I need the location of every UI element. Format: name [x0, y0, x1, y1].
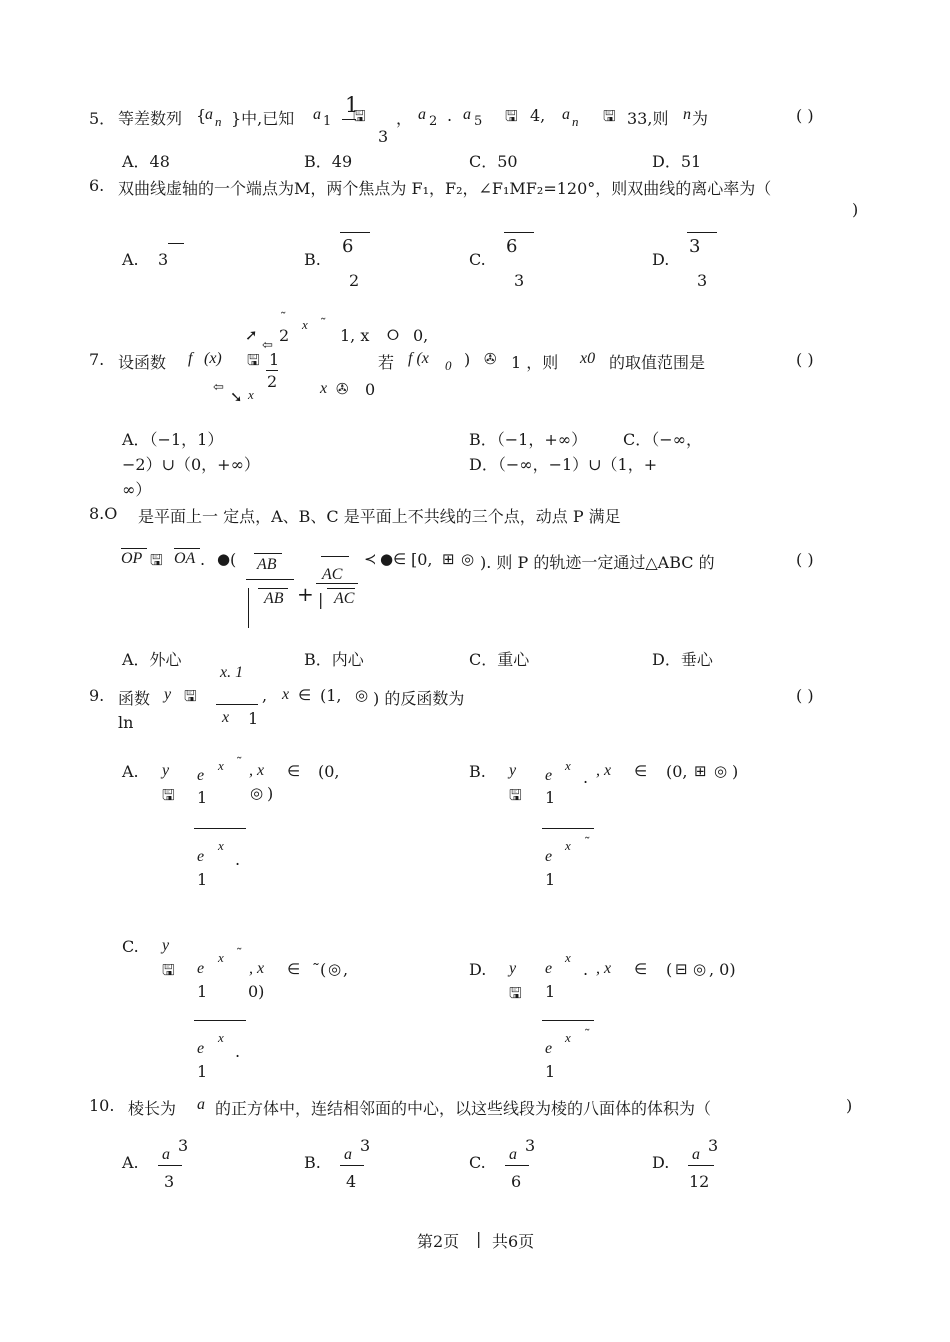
- q8-option-b: B．内心: [304, 650, 364, 669]
- q7-cond-sub: 0: [445, 358, 452, 373]
- q6-option-c-num: 6: [506, 236, 518, 257]
- blob-icon: ●: [380, 550, 394, 568]
- q6-paren-close: ): [852, 200, 859, 219]
- floppy-icon: 🖫: [162, 961, 175, 979]
- q7-bot-0: 0: [365, 380, 376, 399]
- q6-option-b-label: B.: [304, 250, 321, 269]
- floppy-icon: 🖫: [162, 786, 175, 804]
- q7-number: 7.: [89, 350, 105, 369]
- q6-option-c-label: C.: [469, 250, 486, 269]
- q6-sqrt-bar: [504, 232, 534, 233]
- q9-a-den-1: 1: [197, 870, 208, 889]
- q9-domain-end: ) 的反函数为: [373, 689, 465, 708]
- tilde-mark: ˜: [584, 1028, 591, 1043]
- tilde-mark: ˜: [280, 311, 287, 326]
- q9-c-frac-bar: [194, 1020, 246, 1021]
- q9-number: 9.: [89, 686, 105, 705]
- q7-cond-rest: ): [464, 350, 471, 369]
- q7-top-2: 2: [279, 326, 290, 345]
- q6-option-b-den: 2: [349, 271, 360, 290]
- q9-frac-den-x: x: [222, 709, 230, 726]
- target-icon: ◎: [693, 960, 707, 978]
- q7-cond-1: 1 ，则: [511, 353, 559, 372]
- q9-c-den-x: x: [218, 1030, 224, 1045]
- q10-c-den: 6: [511, 1172, 522, 1191]
- q9-a-den-e: e: [197, 848, 205, 865]
- q5-text: 等差数列: [118, 109, 183, 128]
- q10-d-num: a: [692, 1146, 700, 1163]
- q5-sub-n2: n: [572, 114, 579, 129]
- q7-mid-1: 1: [269, 350, 280, 369]
- tilde-mark: ˜: [236, 756, 243, 771]
- target-icon: ◎: [355, 686, 369, 704]
- q9-d-dot: .: [583, 960, 589, 979]
- minus-sign-icon: ⊟: [675, 960, 688, 978]
- q8-range-end: ). 则 P 的轨迹一定通过△ABC 的: [480, 553, 715, 572]
- q7-option-c: C．（−∞，: [623, 430, 702, 449]
- q5-a5: a: [463, 106, 471, 123]
- q9-c-exp-x: x: [218, 950, 224, 965]
- q7-option-a: A．（−1，1）: [122, 430, 224, 449]
- q5-answer-paren: ( ): [796, 106, 814, 125]
- q8-vec-ab-norm: AB: [264, 590, 284, 607]
- footer-page-number: 第2页: [417, 1232, 460, 1251]
- tilde-mark: ˜: [320, 317, 327, 332]
- triangle-left-icon: ≺: [364, 550, 377, 568]
- floppy-icon: 🖫: [505, 107, 518, 125]
- q5-frac-den: 3: [378, 127, 389, 146]
- footer-separator: |: [476, 1229, 482, 1248]
- q5-wei: 为: [692, 109, 709, 128]
- q5-val-33: 33,则: [627, 109, 669, 128]
- q10-d-frac-bar: [688, 1165, 714, 1166]
- q10-b-frac-bar: [340, 1165, 364, 1166]
- q8-open-paren: (: [230, 550, 237, 569]
- q9-b-frac-bar: [542, 828, 594, 829]
- q6-sqrt-bar: [340, 232, 370, 233]
- q8-vec-ac-norm: AC: [334, 590, 355, 607]
- q7-option-d: D．（−∞，−1）∪（1，+: [469, 455, 658, 474]
- element-of-icon: ∈: [287, 762, 301, 780]
- tilde-mark: ˜: [236, 947, 243, 962]
- vector-arrow: [258, 588, 288, 589]
- q9-d-frac-bar: [542, 1020, 594, 1021]
- q8-abs-bar-2: |: [318, 590, 324, 609]
- q10-number: 10.: [89, 1096, 115, 1115]
- q7-f: f: [188, 350, 193, 367]
- q8-answer-paren: ( ): [796, 550, 814, 569]
- q9-d-comma-x: , x: [596, 960, 612, 977]
- floppy-icon: 🖫: [184, 687, 197, 705]
- q9-c-dot: .: [235, 1042, 241, 1061]
- q6-number: 6.: [89, 176, 105, 195]
- q7-x-paren: (x): [204, 350, 222, 367]
- arrow-left-icon: ⇦: [262, 338, 273, 353]
- q5-sub-2: 2: [429, 114, 438, 129]
- vector-arrow: [327, 588, 355, 589]
- q9-d-e: e: [545, 960, 553, 977]
- q8-frac-bar: [316, 583, 358, 584]
- q5-brace: {: [196, 106, 207, 125]
- floppy-icon: 🖫: [353, 107, 366, 125]
- q9-b-den-x: x: [565, 838, 571, 853]
- q10-var-a: a: [197, 1096, 205, 1113]
- floppy-icon: 🖫: [150, 551, 163, 569]
- q5-a2: a: [418, 106, 426, 123]
- q6-option-d-label: D.: [652, 250, 670, 269]
- q10-b-den: 4: [346, 1172, 357, 1191]
- q7-top-0: 0,: [413, 326, 429, 345]
- q10-text: 棱长为: [128, 1099, 177, 1118]
- q5-an: a: [562, 106, 570, 123]
- q5-option-a: A．48: [122, 152, 170, 171]
- q5-text-known: }中,已知: [231, 109, 295, 128]
- q7-cond-text: 若: [378, 353, 395, 372]
- q9-option-a-label: A.: [122, 762, 139, 781]
- target-icon: ◎: [328, 960, 342, 978]
- vector-arrow: [254, 553, 282, 554]
- q5-option-c: C．50: [469, 152, 518, 171]
- q10-a-den: 3: [164, 1172, 175, 1191]
- blob-icon: ●: [217, 550, 231, 568]
- q7-top-x: x: [302, 317, 308, 332]
- q5-option-b: B．49: [304, 152, 353, 171]
- q7-option-b: B．（−1，+∞）: [469, 430, 588, 449]
- floppy-icon: 🖫: [603, 107, 616, 125]
- q10-c-exp: 3: [525, 1136, 536, 1155]
- q9-d-den-x: x: [565, 1030, 571, 1045]
- footer-total-pages: 共6页: [492, 1232, 535, 1251]
- q6-option-b-num: 6: [342, 236, 354, 257]
- q7-bot-x2: x: [320, 380, 328, 397]
- q9-c-comma-x: , x: [249, 960, 265, 977]
- q5-sub-1: 1: [323, 114, 332, 129]
- q9-frac-bar: [216, 704, 258, 705]
- radioactive-icon: ✇: [484, 350, 497, 368]
- q9-b-close: ): [732, 762, 739, 781]
- q8-abs-bar: [248, 588, 249, 628]
- q9-b-dot: .: [583, 768, 589, 787]
- q10-a-num: a: [162, 1146, 170, 1163]
- q5-val-4: 4,: [530, 106, 546, 125]
- q9-a-dot: .: [235, 850, 241, 869]
- q7-answer-paren: ( ): [796, 350, 814, 369]
- q6-option-a-label: A.: [122, 250, 139, 269]
- q10-text-2: 的正方体中，连结相邻面的中心，以这些线段为棱的八面体的体积为（: [215, 1099, 712, 1118]
- q7-mid-2: 2: [267, 372, 278, 391]
- q9-a-domain: (0,: [318, 762, 340, 781]
- target-icon: ◎: [461, 550, 475, 568]
- q9-b-den-e: e: [545, 848, 553, 865]
- element-of-icon: ∈: [298, 686, 312, 704]
- q6-sqrt-bar: [168, 243, 184, 244]
- arrow-northeast-icon: ➚: [245, 326, 258, 344]
- q9-frac-num: x. 1: [220, 664, 244, 681]
- floppy-icon: 🖫: [247, 351, 260, 369]
- q9-comma: ,: [262, 686, 268, 705]
- q9-option-d-label: D.: [469, 960, 487, 979]
- vector-arrow: [174, 548, 200, 549]
- q9-x: x: [282, 686, 290, 703]
- q9-y: y: [164, 686, 172, 703]
- q10-c-num: a: [509, 1146, 517, 1163]
- element-of-icon: ∈: [393, 550, 407, 568]
- element-of-icon: ∈: [287, 960, 301, 978]
- q9-option-c-label: C.: [122, 937, 139, 956]
- q5-var-n: n: [683, 106, 691, 123]
- q9-d-den-e: e: [545, 1040, 553, 1057]
- q9-b-comma-x: , x: [596, 762, 612, 779]
- radioactive-icon: ✇: [336, 380, 349, 398]
- q7-bot-x: x: [248, 387, 254, 402]
- q6-text: 双曲线虚轴的一个端点为M，两个焦点为 F₁，F₂，∠F₁MF₂=120°，则双曲线的离心率为（: [118, 179, 772, 198]
- q7-frac-bar: [266, 370, 278, 371]
- floppy-icon: 🖫: [509, 984, 522, 1002]
- q9-c-domain: 0): [248, 982, 265, 1001]
- q6-option-d-den: 3: [697, 271, 708, 290]
- q8-option-c: C．重心: [469, 650, 530, 669]
- q9-d-domain: , 0): [709, 960, 736, 979]
- q5-number: 5．: [89, 109, 116, 128]
- q9-c-comma: ,: [343, 960, 349, 979]
- ring-icon: ⭘: [387, 326, 400, 344]
- q10-a-exp: 3: [178, 1136, 189, 1155]
- q10-paren-close: ): [846, 1096, 853, 1115]
- q9-c-open: ˜(: [312, 960, 327, 979]
- q9-a-exp-x: x: [218, 758, 224, 773]
- tilde-mark: ˜: [584, 836, 591, 851]
- q9-b-domain: (0,: [666, 762, 688, 781]
- q9-a-e: e: [197, 767, 205, 784]
- q9-c-e: e: [197, 960, 205, 977]
- q9-answer-paren: ( ): [796, 686, 814, 705]
- q6-option-c-den: 3: [514, 271, 525, 290]
- vector-arrow: [121, 548, 147, 549]
- q9-b-1: 1: [545, 788, 556, 807]
- q9-b-y: y: [509, 762, 517, 779]
- q8-dot: .: [200, 550, 206, 569]
- q9-frac-den-1: 1: [248, 709, 259, 728]
- q8-vec-op: OP: [121, 550, 143, 567]
- q8-option-a: A．外心: [122, 650, 182, 669]
- q10-c-frac-bar: [505, 1165, 529, 1166]
- q9-b-e: e: [545, 767, 553, 784]
- arrow-left-icon: ⇦: [213, 380, 224, 395]
- q9-ln: ln: [118, 713, 134, 732]
- q8-vec-ac: AC: [322, 566, 343, 583]
- q5-option-d: D．51: [652, 152, 702, 171]
- q9-a-close: ): [267, 784, 274, 803]
- q10-option-b-label: B.: [304, 1153, 321, 1172]
- q9-d-den-1: 1: [545, 1062, 556, 1081]
- arrow-southeast-icon: ➘: [230, 388, 243, 406]
- q8-frac-bar: [246, 579, 294, 580]
- q7-option-c-cont: −2）∪（0，+∞）: [122, 455, 260, 474]
- q10-a-frac-bar: [158, 1165, 182, 1166]
- q5-dot: .: [447, 106, 453, 125]
- q5-a1: a: [313, 106, 321, 123]
- q9-d-1: 1: [545, 982, 556, 1001]
- q5-sub-5: 5: [474, 114, 483, 129]
- q9-d-y: y: [509, 960, 517, 977]
- q5-sub-n: n: [215, 114, 222, 129]
- q7-text: 设函数: [118, 353, 167, 372]
- q7-cond-x0: x0: [580, 350, 596, 367]
- element-of-icon: ∈: [634, 960, 648, 978]
- floppy-icon: 🖫: [509, 786, 522, 804]
- q9-text: 函数: [118, 689, 151, 708]
- q10-d-den: 12: [689, 1172, 710, 1191]
- q6-sqrt-bar: [687, 232, 717, 233]
- q7-option-d-cont: ∞）: [122, 480, 152, 499]
- q5-comma: ，: [396, 109, 413, 128]
- q8-plus: +: [297, 582, 314, 606]
- q9-a-comma-x: , x: [249, 762, 265, 779]
- q9-c-den-e: e: [197, 1040, 205, 1057]
- q9-a-frac-bar: [194, 828, 246, 829]
- q5-frac-num: 1: [345, 93, 359, 117]
- q9-a-y: y: [162, 762, 170, 779]
- q8-text: 是平面上一 定点，A、B、C 是平面上不共线的三个点，动点 P 满足: [138, 507, 621, 526]
- q9-option-b-label: B.: [469, 762, 486, 781]
- plus-sign-icon: ⊞: [694, 762, 707, 780]
- q9-c-1: 1: [197, 982, 208, 1001]
- q9-domain: (1,: [320, 686, 342, 705]
- q8-range: [0,: [411, 550, 433, 569]
- q9-d-open: (: [666, 960, 673, 979]
- q7-cond-tail: 的取值范围是: [609, 353, 706, 372]
- q10-b-num: a: [344, 1146, 352, 1163]
- plus-sign-icon: ⊞: [442, 550, 455, 568]
- target-icon: ◎: [250, 784, 264, 802]
- q6-option-d-num: 3: [689, 236, 701, 257]
- element-of-icon: ∈: [634, 762, 648, 780]
- q7-cond-f: f (x: [408, 350, 429, 367]
- target-icon: ◎: [714, 762, 728, 780]
- q10-d-exp: 3: [708, 1136, 719, 1155]
- q9-c-den-1: 1: [197, 1062, 208, 1081]
- q10-b-exp: 3: [360, 1136, 371, 1155]
- q6-option-a-sqrt: 3: [158, 250, 169, 269]
- q10-option-a-label: A.: [122, 1153, 139, 1172]
- q9-b-exp-x: x: [565, 758, 571, 773]
- q9-d-exp-x: x: [565, 950, 571, 965]
- q7-top-rest: 1, x: [340, 326, 370, 345]
- q10-option-d-label: D.: [652, 1153, 670, 1172]
- q8-vec-oa: OA: [174, 550, 196, 567]
- q9-b-den-1: 1: [545, 870, 556, 889]
- q8-number: 8.O: [89, 504, 118, 523]
- q10-option-c-label: C.: [469, 1153, 486, 1172]
- q9-a-den-x: x: [218, 838, 224, 853]
- q8-vec-ab: AB: [257, 556, 277, 573]
- vector-arrow: [321, 556, 349, 557]
- q8-option-d: D．垂心: [652, 650, 713, 669]
- q9-c-y: y: [162, 937, 170, 954]
- q5-var-a: a: [205, 106, 213, 123]
- q9-a-1: 1: [197, 788, 208, 807]
